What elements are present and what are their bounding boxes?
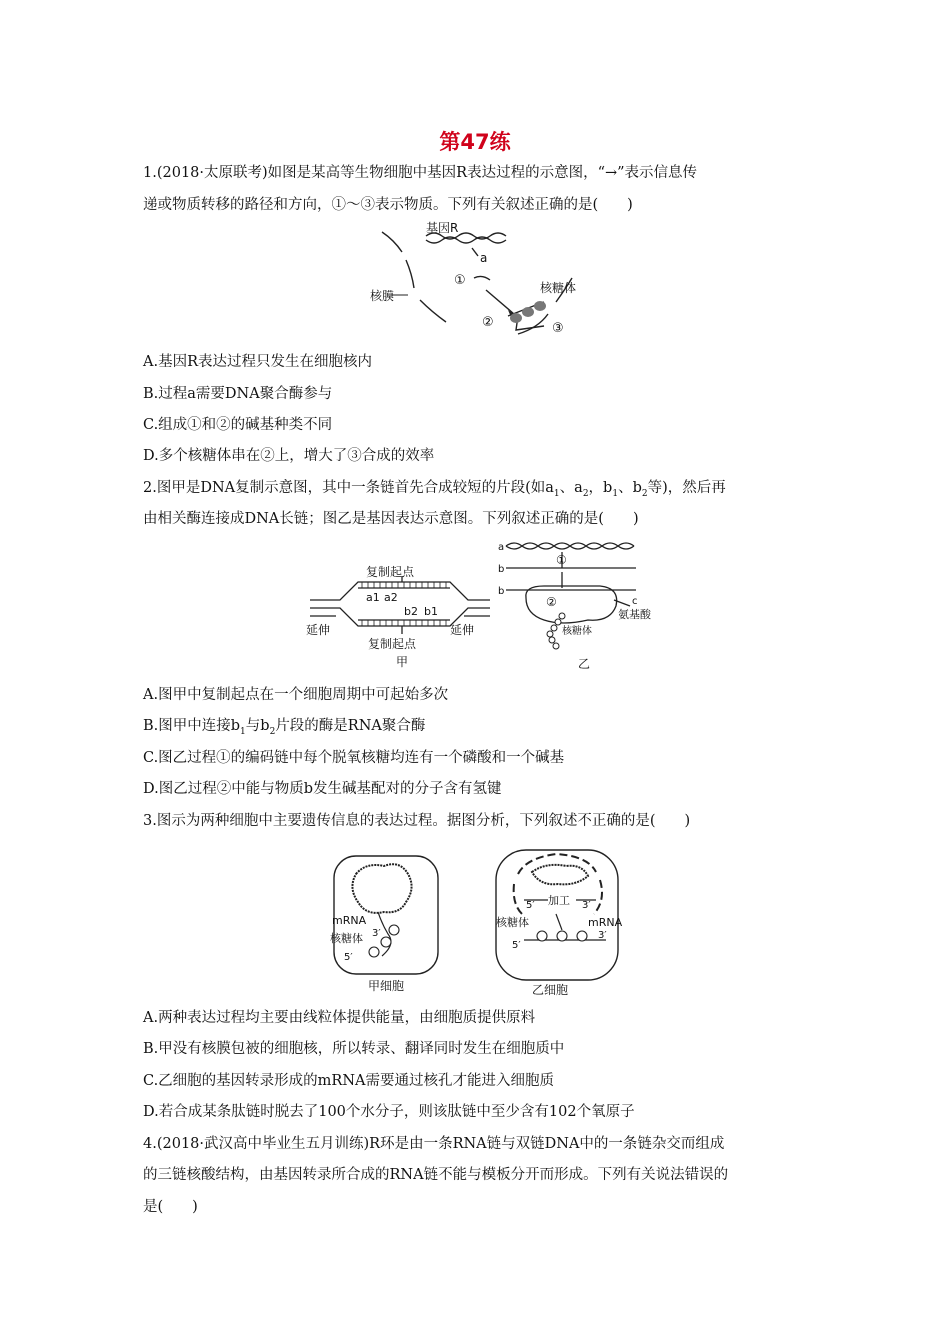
label-c3: ③ — [552, 321, 564, 336]
label-origin-top: 复制起点 — [366, 565, 415, 579]
label-ribosome-2: 核糖体 — [496, 916, 529, 929]
label-mrna-2: mRNA — [588, 916, 623, 929]
transport-arrow — [486, 290, 514, 314]
q3-figure — [326, 844, 626, 996]
label-ribosome: 核糖体 — [540, 281, 577, 295]
q1-option-c: C.组成①和②的碱基种类不同 — [143, 417, 333, 433]
label-jia: 甲 — [396, 655, 409, 669]
q1-option-a: A.基因R表达过程只发生在细胞核内 — [143, 354, 372, 370]
ribosome-2 — [522, 307, 534, 317]
label-b1: b1 — [424, 605, 438, 618]
page-title: 第47练 — [439, 130, 511, 154]
mrna-1-fragment — [474, 276, 490, 280]
label-gene-r: 基因R — [426, 221, 459, 235]
label-a: a — [480, 251, 488, 265]
label-a1: a1 — [366, 591, 380, 604]
chromatin-dna — [532, 865, 588, 884]
nuclear-envelope-right — [594, 880, 602, 914]
dna-top-strand — [310, 582, 490, 600]
q1-stem-line2: 递或物质转移的路径和方向，①～③表示物质。下列有关叙述正确的是( ) — [143, 197, 633, 213]
label-c1: ① — [556, 553, 567, 567]
q3-option-b: B.甲没有核膜包被的细胞核，所以转录、翻译同时发生在细胞质中 — [143, 1041, 565, 1057]
q1-figure — [368, 218, 590, 342]
label-3prime-3: 3′ — [598, 930, 607, 941]
label-3prime-1: 3′ — [372, 928, 381, 939]
label-extend-left: 延伸 — [306, 623, 331, 637]
nuclear-membrane-seg3 — [420, 300, 446, 322]
q3-option-a: A.两种表达过程均主要由线粒体提供能量，由细胞质提供原料 — [143, 1010, 536, 1026]
q2-option-b: B.图甲中连接$b_1$与$b_2$片段的酶是RNA聚合酶 — [143, 718, 426, 737]
q3-stem: 3.图示为两种细胞中主要遗传信息的表达过程。据图分析，下列叙述不正确的是( ) — [143, 813, 691, 829]
label-a2: a2 — [384, 591, 398, 604]
q2-option-d: D.图乙过程②中能与物质b发生碱基配对的分子含有氢键 — [143, 781, 502, 797]
label-b2: b2 — [404, 605, 418, 618]
label-membrane: 核膜 — [370, 289, 395, 303]
q3-option-d: D.若合成某条肽链时脱去了100个水分子，则该肽链中至少含有102个氧原子 — [143, 1104, 635, 1120]
label-extend-right: 延伸 — [450, 623, 475, 637]
nuclear-membrane-seg4 — [518, 314, 548, 334]
q2-stem-line2: 由相关酶连接成DNA长链；图乙是基因表达示意图。下列叙述正确的是( ) — [143, 511, 639, 527]
q2-stem-line1: 2.图甲是DNA复制示意图，其中一条链首先合成较短的片段(如$a_1$、$a_2$，$b_1$、$b_2$等)，然后再 — [143, 480, 726, 499]
label-c: c — [632, 596, 638, 607]
nucleoid-dna — [352, 864, 411, 913]
label-amino-acid: 氨基酸 — [618, 608, 651, 621]
label-5prime-3: 5′ — [512, 940, 521, 951]
nuclear-envelope-left — [514, 884, 522, 914]
label-a: a — [498, 542, 505, 553]
label-process: 加工 — [548, 894, 570, 907]
ribosome-outline — [526, 586, 617, 623]
label-c2: ② — [546, 595, 557, 609]
q4-stem-line2: 的三链核酸结构，由基因转录所合成的RNA链不能与模板分开而形成。下列有关说法错误的 — [143, 1167, 729, 1183]
label-b-1: b — [498, 564, 505, 575]
nuclear-membrane-seg1 — [382, 232, 402, 252]
ribosome-1 — [510, 313, 522, 323]
q1-option-d: D.多个核糖体串在②上，增大了③合成的效率 — [143, 448, 435, 464]
export-arrow — [556, 914, 562, 930]
label-5prime-1: 5′ — [344, 952, 353, 963]
label-b-2: b — [498, 586, 505, 597]
label-cell-yi: 乙细胞 — [532, 983, 569, 997]
label-origin-bottom: 复制起点 — [368, 637, 417, 651]
label-c2: ② — [482, 315, 494, 330]
label-3prime-2: 3′ — [582, 900, 591, 911]
ribosomes-yi — [537, 931, 587, 941]
label-ribosome: 核糖体 — [562, 626, 592, 637]
ribosome-3 — [534, 301, 546, 311]
q3-option-c: C.乙细胞的基因转录形成的mRNA需要通过核孔才能进入细胞质 — [143, 1073, 555, 1089]
arrow-a — [472, 248, 478, 256]
q1-option-b: B.过程a需要DNA聚合酶参与 — [143, 386, 333, 402]
gene-dna-strand-2 — [426, 237, 506, 243]
q1-stem-line1: 1.(2018·太原联考)如图是某高等生物细胞中基因R表达过程的示意图，“→”表示信息传 — [143, 165, 698, 181]
label-ribosome-1: 核糖体 — [330, 932, 363, 945]
label-5prime-2: 5′ — [526, 900, 535, 911]
label-mrna-1: mRNA — [332, 914, 367, 927]
q4-stem-line1: 4.(2018·武汉高中毕业生五月训练)R环是由一条RNA链与双链DNA中的一条链杂交而组成 — [143, 1136, 725, 1152]
nuclear-membrane-seg2 — [406, 260, 414, 288]
label-cell-jia: 甲细胞 — [368, 979, 405, 993]
q4-stem-line3: 是( ) — [143, 1199, 198, 1215]
label-c1: ① — [454, 273, 466, 288]
q2-figure — [300, 536, 651, 674]
q2-option-c: C.图乙过程①的编码链中每个脱氧核糖均连有一个磷酸和一个碱基 — [143, 750, 565, 766]
q2-option-a: A.图甲中复制起点在一个细胞周期中可起始多次 — [143, 687, 449, 703]
label-yi: 乙 — [578, 657, 591, 671]
